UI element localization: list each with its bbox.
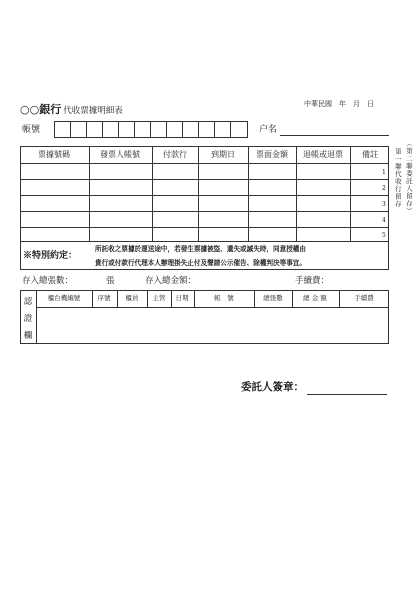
account-name-label: 户名 <box>259 125 278 135</box>
header-cheque-number: 票據號碼 <box>38 150 70 159</box>
agreement-line-1: 所託收之票據於運送途中，若發生票據被盜、遺失或滅失時，同意授權由 <box>95 245 306 253</box>
account-label: 帳號 <box>22 125 41 135</box>
account-number-boxes[interactable] <box>54 121 248 138</box>
row-number: 2 <box>382 185 386 192</box>
verif-header-date: 日期 <box>175 294 189 302</box>
agreement-line-2: 貴行或付款行代理本人辦理掛失止付及聲請公示催告、除權判決等事宜。 <box>95 259 306 267</box>
row-number: 3 <box>382 201 386 208</box>
header-remarks: 備註 <box>362 150 378 159</box>
verif-header-counter-id: 櫃台機編號 <box>47 294 81 302</box>
header-paying-bank: 付款行 <box>163 150 187 159</box>
bank-name: ○○銀行 <box>20 103 62 116</box>
verification-label: 認證欄 <box>23 297 33 341</box>
signature-label: 委託人簽章： <box>241 381 304 393</box>
side-note-bank-copy: 第一聯代收行留存 <box>393 148 402 208</box>
row-number: 5 <box>382 232 386 239</box>
verif-header-total-count: 總張數 <box>263 294 283 302</box>
verif-header-account: 帳 號 <box>214 294 234 302</box>
row-number: 4 <box>382 217 386 224</box>
form-title: 代收票據明細表 <box>63 106 123 116</box>
verif-header-total-amount: 總 金 額 <box>303 294 327 302</box>
deposit-total-label: 存入總金額： <box>145 276 197 286</box>
verif-header-fee: 手續費 <box>354 294 374 302</box>
signature-line[interactable] <box>307 394 387 395</box>
verif-header-teller: 櫃員 <box>125 294 139 302</box>
header-face-amount: 票面金額 <box>256 150 288 159</box>
header-drawer-account: 發票人帳號 <box>100 150 140 159</box>
deposit-count-label: 存入總張數： <box>22 276 74 286</box>
account-name-field[interactable] <box>280 135 389 136</box>
side-note-customer-copy: （第二聯委託人留存） <box>404 140 413 215</box>
fee-label: 手續費： <box>295 276 330 286</box>
header-return: 退帳或退票 <box>303 150 343 159</box>
verif-header-supervisor: 主管 <box>152 294 166 302</box>
bank-title <box>20 98 123 117</box>
verif-header-serial: 序號 <box>97 294 111 302</box>
agreement-label: ※特別約定： <box>23 251 78 261</box>
row-number: 1 <box>382 169 386 176</box>
deposit-count-unit: 張 <box>106 276 115 286</box>
header-due-date: 到期日 <box>211 150 235 159</box>
date-label: 中華民國 年 月 日 <box>304 100 374 108</box>
